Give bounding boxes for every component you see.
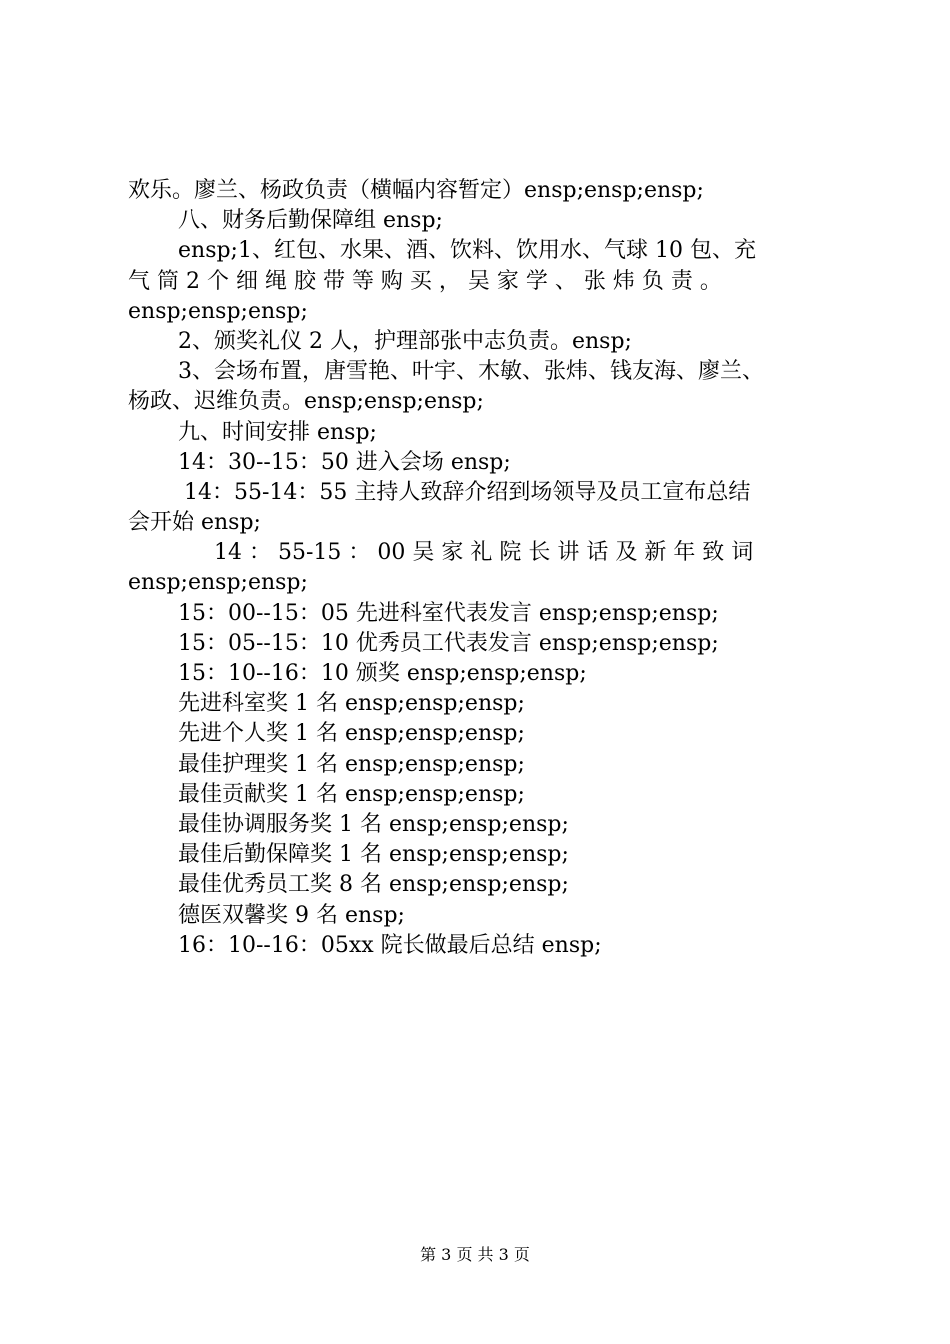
text-line: 3、会场布置，唐雪艳、叶宇、木敏、张炜、钱友海、廖兰、 <box>178 359 764 385</box>
schedule-item: 14 ： 55-15 ： 00 吴 家 礼 院 长 讲 话 及 新 年 致 词 <box>214 540 754 566</box>
text-line: 会开始 ensp; <box>128 510 261 536</box>
award-item: 最佳贡献奖 1 名 ensp;ensp;ensp; <box>178 781 525 807</box>
award-item: 最佳护理奖 1 名 ensp;ensp;ensp; <box>178 751 525 777</box>
document-body <box>128 176 832 961</box>
award-item: 最佳后勤保障奖 1 名 ensp;ensp;ensp; <box>178 842 569 868</box>
schedule-item: 14：55-14：55 主持人致辞介绍到场领导及员工宣布总结 <box>184 479 751 505</box>
award-item: 德医双馨奖 9 名 ensp; <box>178 902 405 928</box>
schedule-item: 14：30--15：50 进入会场 ensp; <box>178 449 511 475</box>
schedule-item: 16：10--16：05xx 院长做最后总结 ensp; <box>178 932 602 958</box>
schedule-item: 15：00--15：05 先进科室代表发言 ensp;ensp;ensp; <box>178 600 719 626</box>
text-line: ensp;ensp;ensp; <box>128 570 308 596</box>
award-item: 最佳协调服务奖 1 名 ensp;ensp;ensp; <box>178 811 569 837</box>
text-line: 2、颁奖礼仪 2 人，护理部张中志负责。ensp; <box>178 328 632 354</box>
award-item: 最佳优秀员工奖 8 名 ensp;ensp;ensp; <box>178 872 569 898</box>
text-line: ensp;ensp;ensp; <box>128 298 308 324</box>
award-item: 先进个人奖 1 名 ensp;ensp;ensp; <box>178 721 525 747</box>
schedule-item: 15：10--16：10 颁奖 ensp;ensp;ensp; <box>178 661 587 686</box>
section-heading-finance: 八、财务后勤保障组 ensp; <box>178 208 443 234</box>
text-line: 气 筒 2 个 细 绳 胶 带 等 购 买 ， 吴 家 学 、 张 炜 负 责 。 <box>128 268 722 294</box>
page-footer: 第 3 页 共 3 页 <box>420 1245 530 1264</box>
section-heading-schedule: 九、时间安排 ensp; <box>178 419 377 445</box>
text-line: 欢乐。廖兰、杨政负责（横幅内容暂定）ensp;ensp;ensp; <box>128 178 704 203</box>
text-line: ensp;1、红包、水果、酒、饮料、饮用水、气球 10 包、充 <box>178 238 756 264</box>
award-item: 先进科室奖 1 名 ensp;ensp;ensp; <box>178 691 525 717</box>
text-line: 杨政、迟维负责。ensp;ensp;ensp; <box>128 389 484 415</box>
schedule-item: 15：05--15：10 优秀员工代表发言 ensp;ensp;ensp; <box>178 630 719 656</box>
